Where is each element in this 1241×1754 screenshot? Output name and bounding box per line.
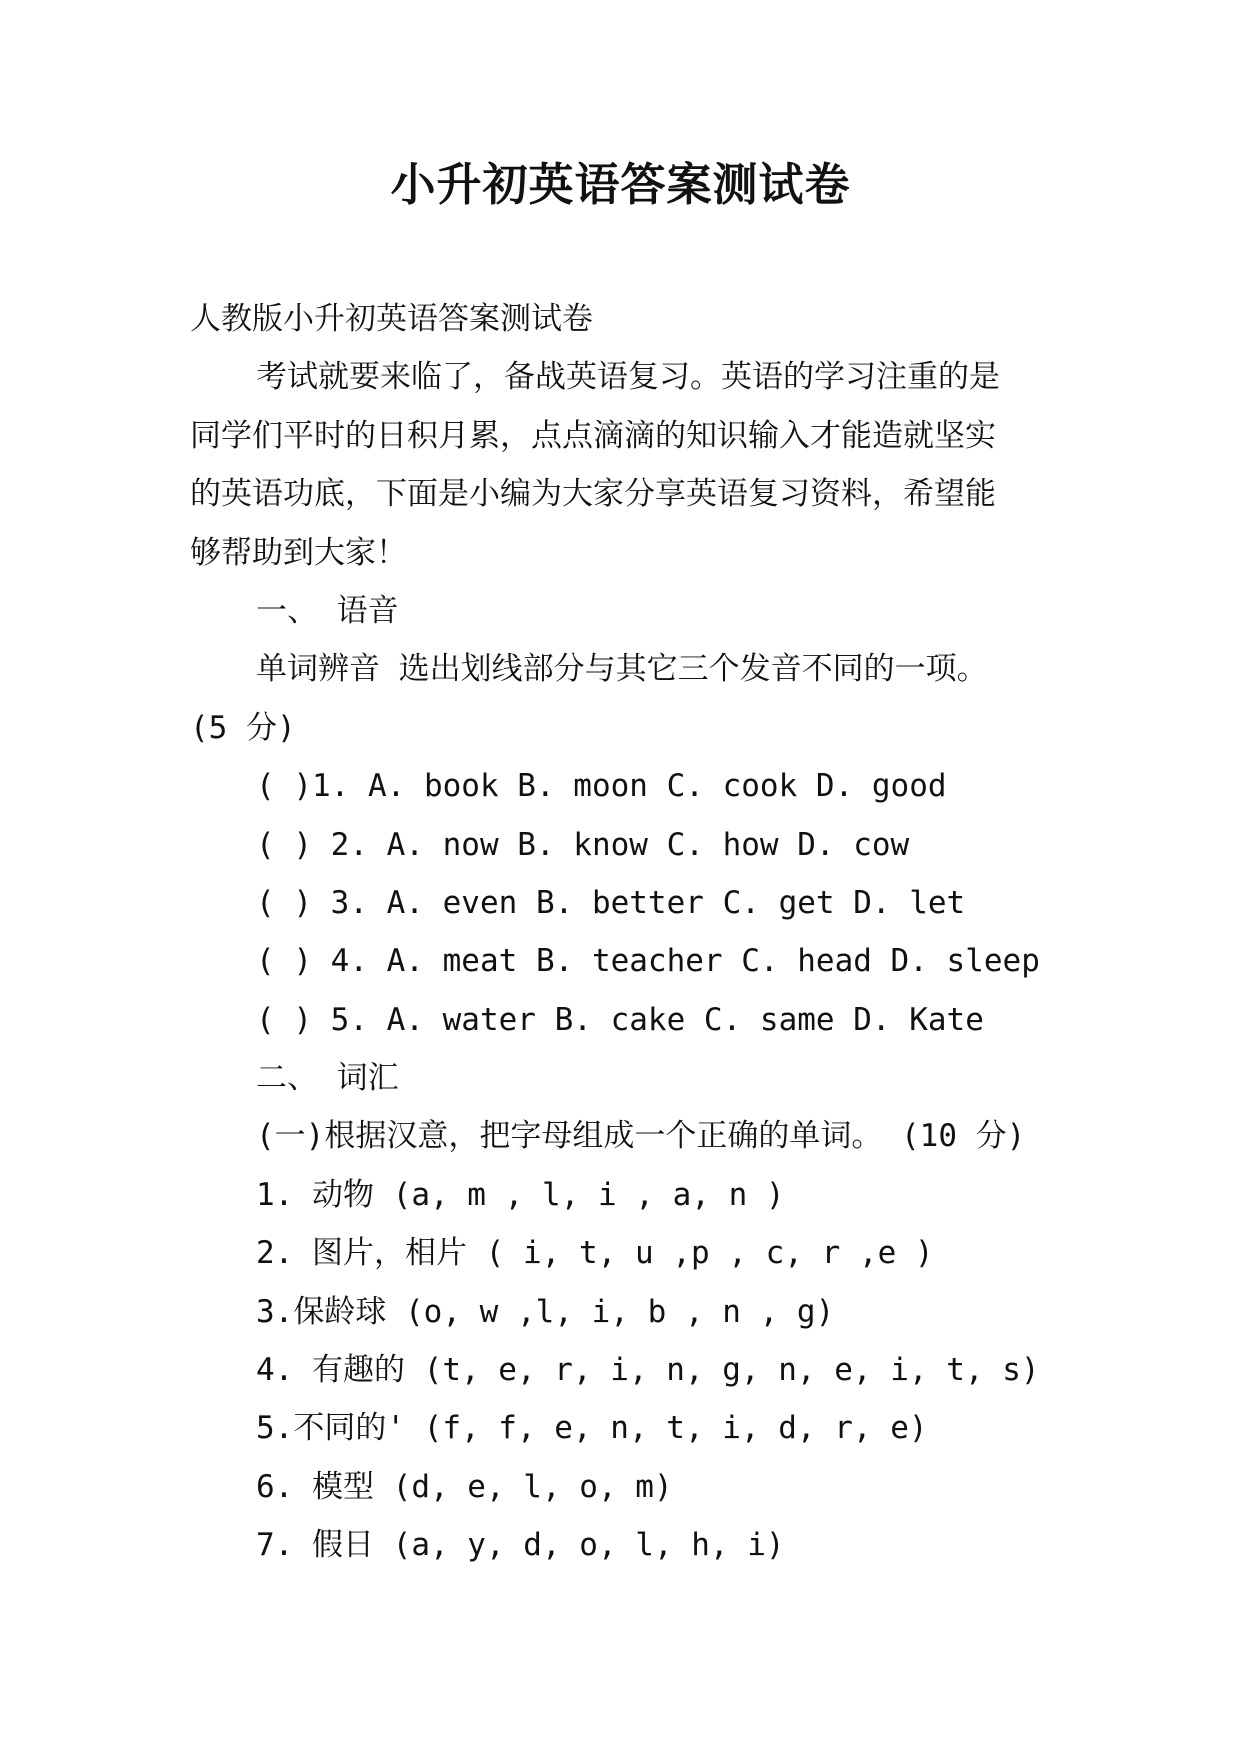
text-line: 人教版小升初英语答案测试卷 [190,301,593,337]
text-line: 5.不同的' (f, f, e, n, t, i, d, r, e) [256,1410,928,1447]
text-line: 二、 词汇 [256,1060,399,1097]
text-line: ( ) 4. A. meat B. teacher C. head D. sleep [256,943,1040,980]
text-line: 6. 模型 (d, e, l, o, m) [256,1468,673,1505]
document-body [190,290,1060,1575]
text-line: ( )1. A. book B. moon C. cook D. good [256,768,947,805]
text-line: ( ) 3. A. even B. better C. get D. let [256,884,966,921]
document-title: 小升初英语答案测试卷 [390,158,851,211]
text-line: 的英语功底，下面是小编为大家分享英语复习资料，希望能 [190,476,996,513]
text-line: (一)根据汉意，把字母组成一个正确的单词。 (10 分) [256,1118,1026,1155]
text-line: 单词辨音 选出划线部分与其它三个发音不同的一项。 [256,651,988,688]
text-line: 1. 动物 (a, m , l, i , a, n ) [256,1176,785,1213]
text-line: 一、 语音 [256,592,399,629]
text-line: 4. 有趣的 (t, e, r, i, n, g, n, e, i, t, s) [256,1352,1040,1389]
text-line: ( ) 5. A. water B. cake C. same D. Kate [256,1001,984,1038]
text-line: 2. 图片，相片 ( i, t, u ,p , c, r ,e ) [256,1235,934,1272]
text-line: 考试就要来临了，备战英语复习。英语的学习注重的是 [256,359,1000,396]
text-line: 7. 假日 (a, y, d, o, l, h, i) [256,1527,785,1564]
text-line: 够帮助到大家！ [190,534,407,571]
text-line: 同学们平时的日积月累，点点滴滴的知识输入才能造就坚实 [190,417,996,454]
text-line: ( ) 2. A. now B. know C. how D. cow [256,826,910,863]
text-line: (5 分) [190,709,296,746]
text-line: 3.保龄球 (o, w ,l, i, b , n , g) [256,1293,835,1330]
